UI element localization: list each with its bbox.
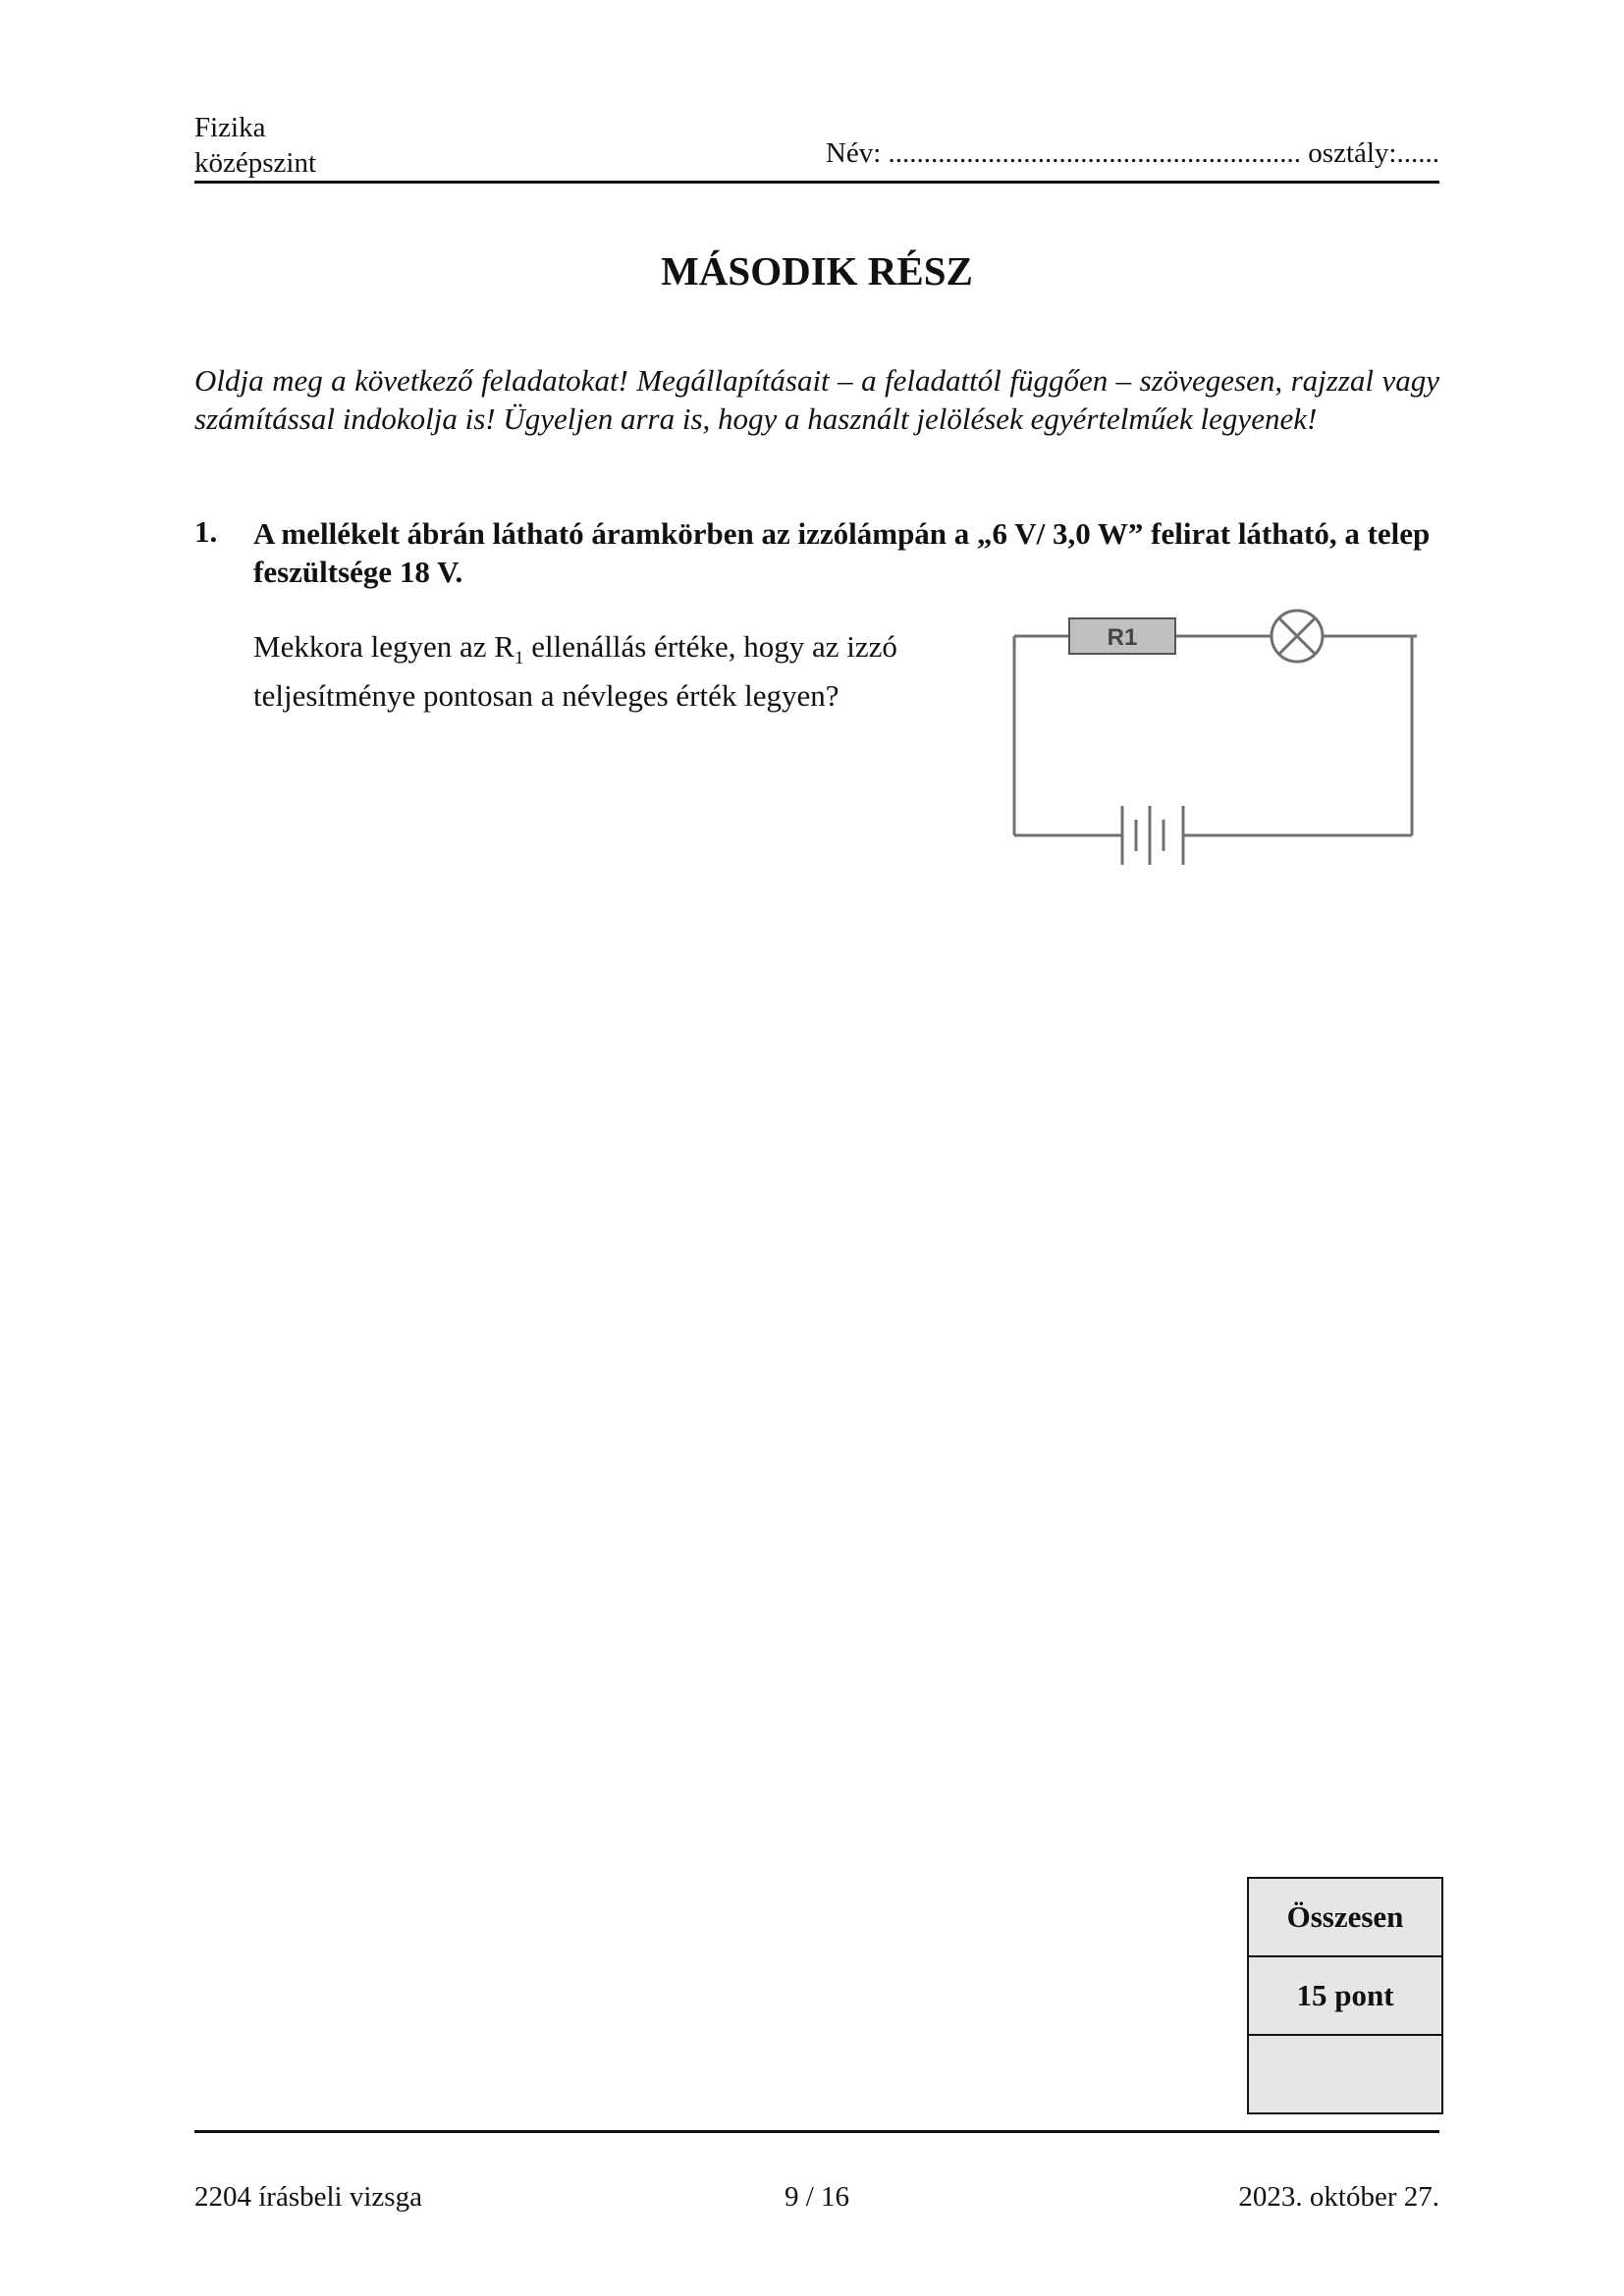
circuit-wires [1014, 636, 1417, 835]
lamp-symbol [1272, 611, 1323, 662]
score-label: Összesen [1286, 1899, 1404, 1934]
circuit-diagram [1006, 604, 1429, 883]
sub-question-subscript: 1 [514, 648, 524, 669]
instructions: Oldja meg a következő feladatokat! Megállapításait – a feladattól függően – szövegesen, rajzzal vagy számítással indokolja is! Ügyeljen arra is, hogy a használt jelölések egyértelműek legyenek! [194, 363, 1439, 436]
question-number: 1. [194, 514, 218, 549]
sub-question [253, 628, 980, 715]
resistor-label: R1 [1107, 624, 1138, 651]
score-blank-field[interactable] [1249, 2034, 1441, 2112]
footer-exam: 2204 írásbeli vizsga [194, 2181, 422, 2213]
header-divider [194, 181, 1439, 184]
sub-question-start: Mekkora legyen az R [253, 629, 514, 664]
header-subject: Fizika [194, 112, 266, 143]
score-box [1247, 1877, 1443, 2114]
footer-page-number: 9 / 16 [784, 2181, 850, 2213]
battery-symbol [1122, 806, 1183, 865]
section-title: MÁSODIK RÉSZ [661, 248, 973, 294]
score-points: 15 pont [1249, 1955, 1441, 2034]
footer-divider [194, 2130, 1439, 2133]
header-subject-block [194, 110, 316, 181]
question-text: A mellékelt ábrán látható áramkörben az izzólámpán a „6 V/ 3,0 W” felirat látható, a telep feszültsége 18 V. [253, 516, 1431, 589]
footer-date: 2023. október 27. [1238, 2181, 1439, 2213]
sub-question-end: ellenállás értéke, hogy az izzó teljesítménye pontosan a névleges érték legyen? [253, 629, 897, 714]
header-level: középszint [194, 147, 317, 179]
header-name-field: Név: .......................................................... osztály:...... [825, 137, 1439, 169]
